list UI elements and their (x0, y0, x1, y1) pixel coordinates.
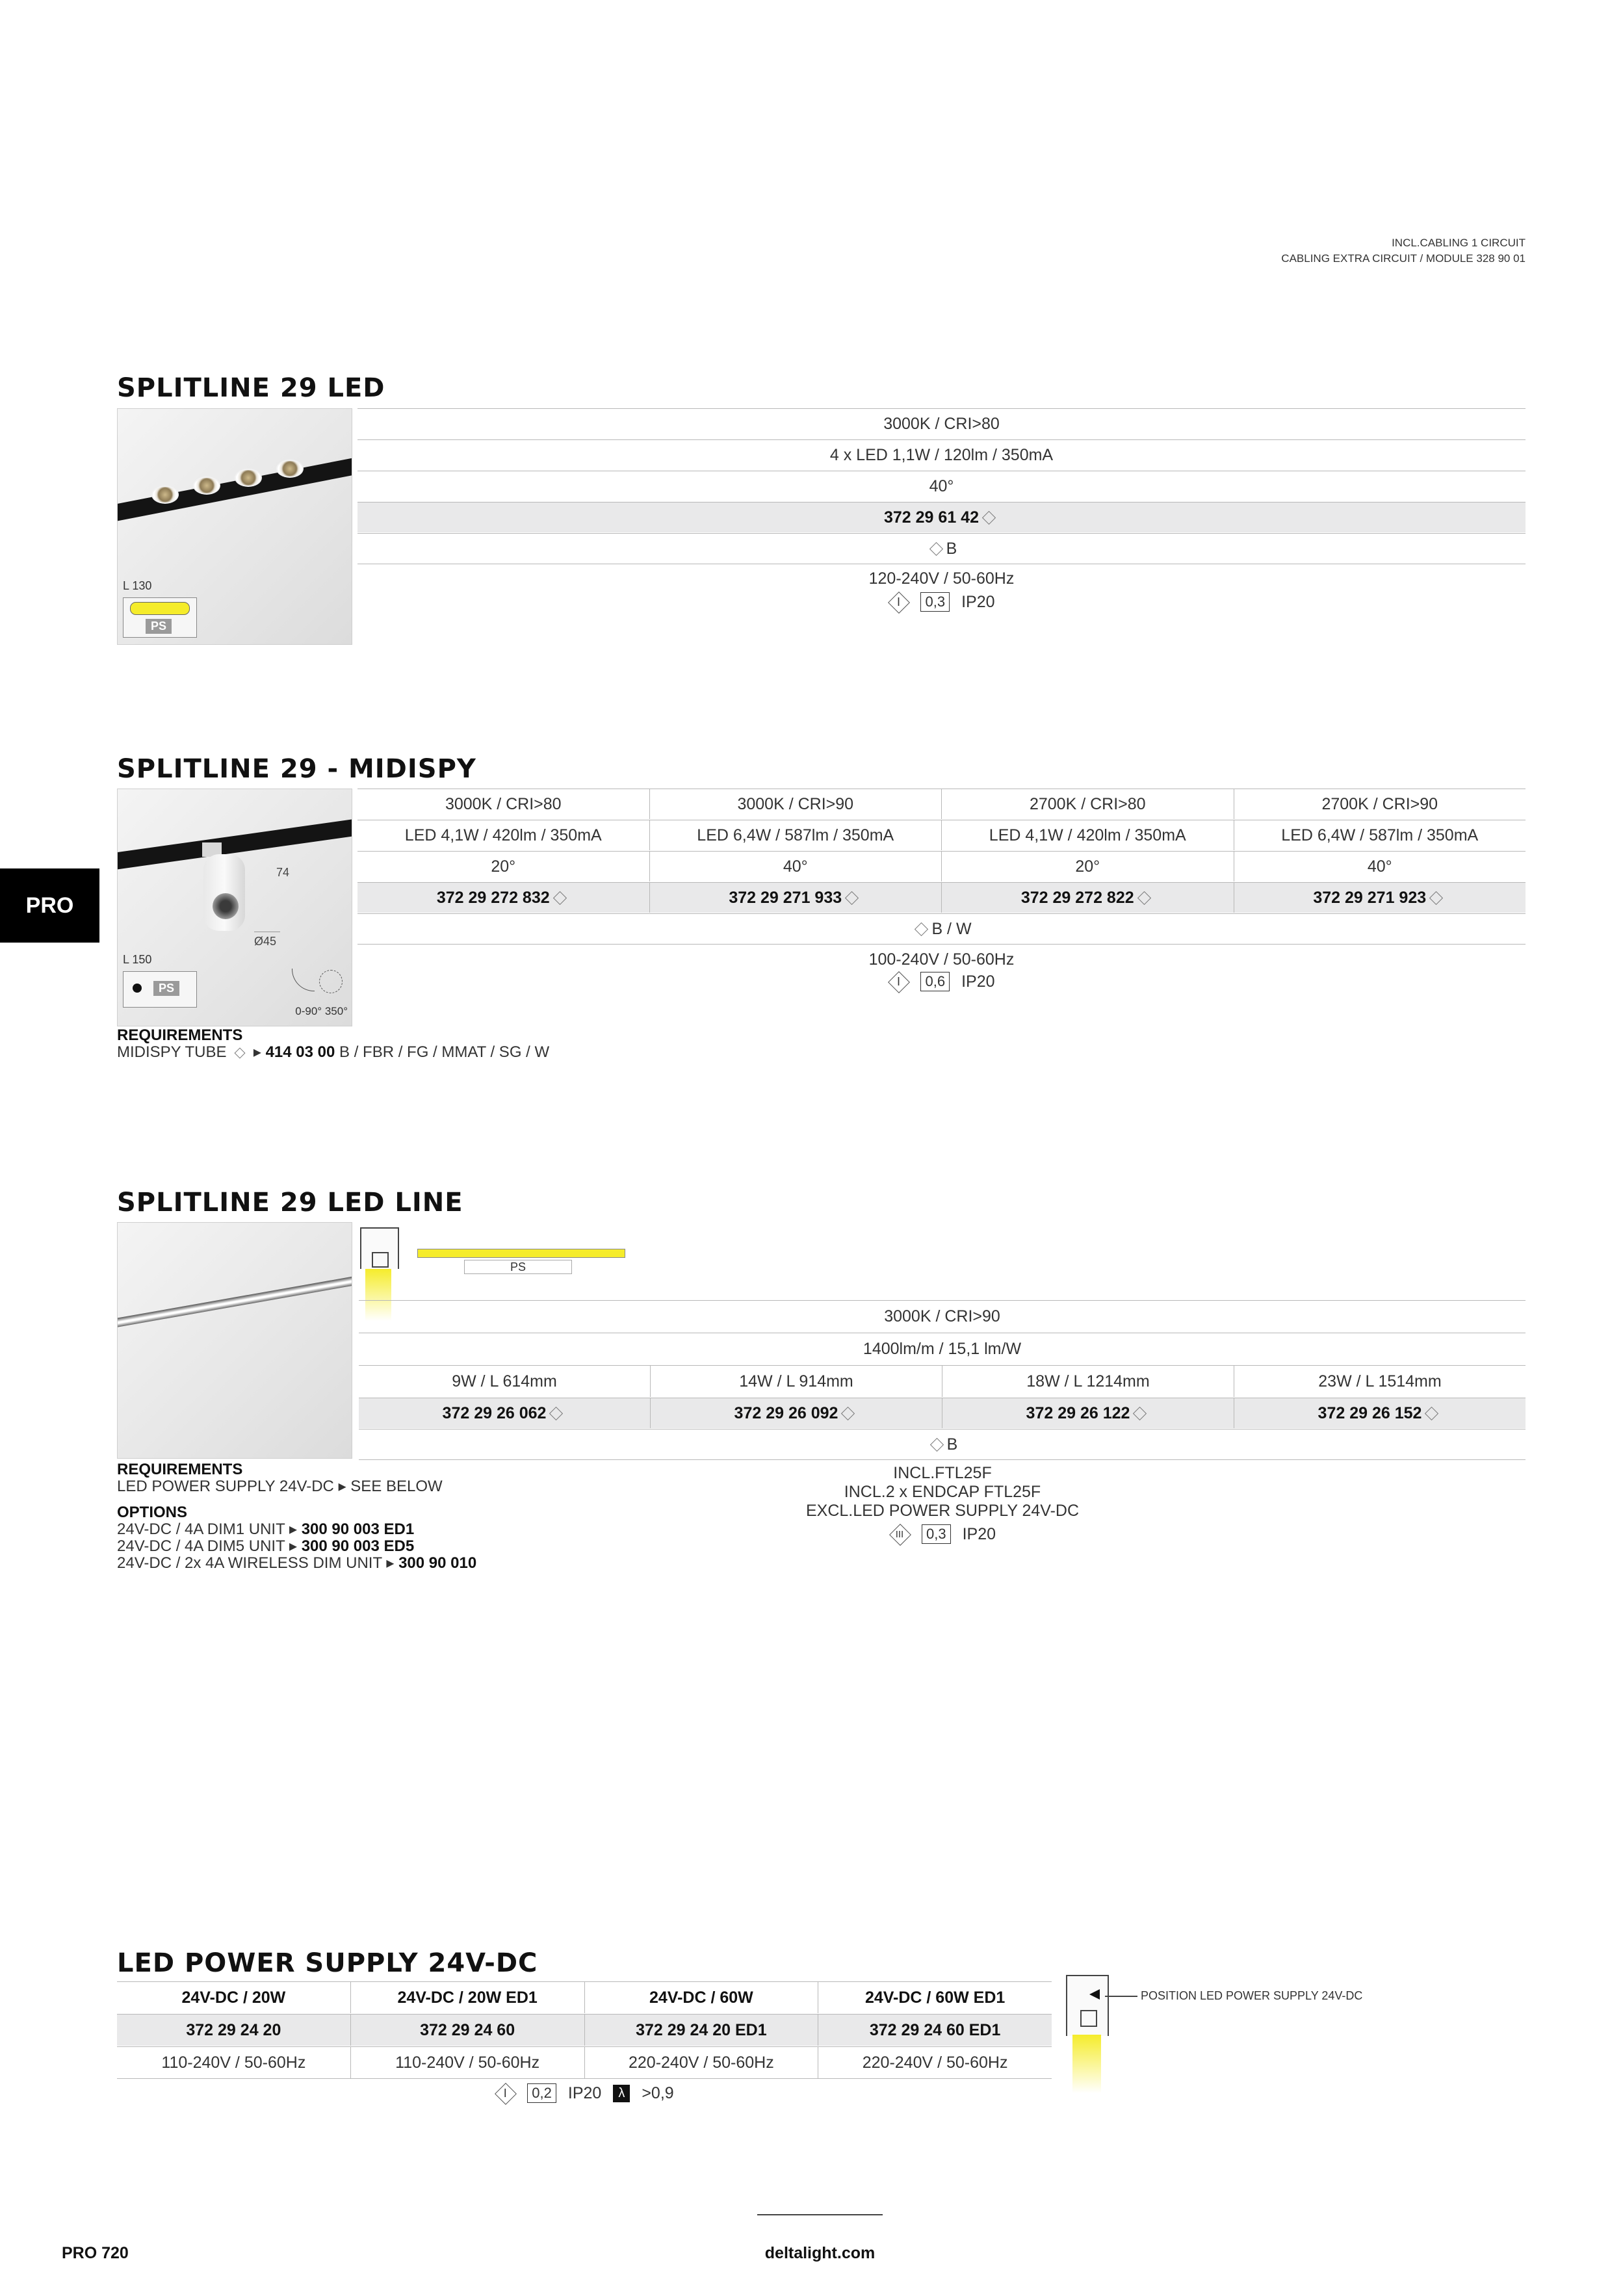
voltage: 100-240V / 50-60Hz (868, 950, 1015, 969)
profile-section-icon (360, 1227, 399, 1269)
protection-class-icon: III (889, 1524, 910, 1545)
protection-class-icon: I (888, 592, 909, 612)
arrow-right-icon: ▸ (289, 1537, 298, 1555)
finish-row (357, 913, 1526, 945)
requirement-item: LED POWER SUPPLY 24V-DC (117, 1478, 334, 1495)
symbol-row (357, 592, 1526, 612)
tilt-icon (292, 969, 315, 991)
ip-rating: IP20 (962, 1524, 996, 1543)
led-lens-icon (235, 469, 262, 487)
article-number[interactable]: 372 29 272 822 (1020, 888, 1134, 907)
article-number-row (357, 502, 1526, 532)
glow-wire-icon: 0,3 (922, 1524, 951, 1544)
ip-rating: IP20 (961, 592, 995, 611)
requirement-item: MIDISPY TUBE (117, 1043, 227, 1061)
section-title-splitline-led: SPLITLINE 29 LED (117, 373, 385, 403)
length-label: L 150 (123, 953, 152, 966)
requirements-led-line (117, 1461, 476, 1572)
section-tab-pro[interactable]: PRO (0, 868, 99, 943)
finish-row (359, 1429, 1526, 1460)
track-graphic (117, 454, 352, 523)
diamond-icon (915, 922, 928, 935)
article-number[interactable]: 372 29 26 092 (734, 1403, 838, 1422)
symbol-row (682, 1524, 1202, 1545)
requirements-title: REQUIREMENTS (117, 1026, 243, 1044)
section-title-power-supply: LED POWER SUPPLY 24V-DC (117, 1948, 538, 1978)
article-number[interactable]: 372 29 26 152 (1318, 1403, 1422, 1422)
finish-row (357, 533, 1526, 564)
cabling-note-line-2: CABLING EXTRA CIRCUIT / MODULE 328 90 01 (1281, 252, 1526, 265)
option-item: 24V-DC / 4A DIM1 UNIT ▸ 300 90 003 ED1 (117, 1520, 415, 1538)
led-lens-icon (276, 460, 304, 478)
dimension-diameter: Ø45 (254, 935, 277, 948)
diamond-icon (549, 1406, 563, 1420)
option-item: 24V-DC / 4A DIM5 UNIT ▸ 300 90 003 ED5 (117, 1537, 415, 1555)
led-strip-diagram (417, 1249, 625, 1258)
spec-row-lumen: 1400lm/m / 15,1 lm/W (359, 1333, 1526, 1364)
symbol-row (117, 2078, 1052, 2109)
arrow-right-icon: ▸ (338, 1478, 346, 1495)
diamond-icon (929, 541, 943, 555)
length-label: L 130 (123, 579, 152, 592)
options-title: OPTIONS (117, 1504, 188, 1521)
glow-wire-icon: 0,3 (920, 592, 950, 612)
rotate-icon (319, 970, 343, 993)
article-number-row (357, 882, 1526, 913)
led-lens-icon (193, 476, 220, 495)
voltage: 120-240V / 50-60Hz (868, 569, 1015, 588)
article-number[interactable]: 372 29 271 923 (1313, 888, 1427, 907)
product-thumbnail-midispy (117, 789, 352, 1026)
led-module-icon (123, 597, 197, 638)
requirement-finishes: B / FBR / FG / MMAT / SG / W (339, 1043, 550, 1061)
requirements-midispy (117, 1027, 549, 1061)
requirement-reference[interactable]: SEE BELOW (350, 1478, 443, 1495)
option-code[interactable]: 300 90 003 ED5 (301, 1537, 415, 1555)
spot-lens-icon (213, 893, 239, 919)
footer-divider (757, 2214, 883, 2215)
article-number[interactable]: 372 29 61 42 (884, 508, 979, 527)
diamond-icon (841, 1406, 855, 1420)
spot-cylinder (203, 854, 245, 931)
position-note: POSITION LED POWER SUPPLY 24V-DC (1141, 1989, 1363, 2002)
requirements-title: REQUIREMENTS (117, 1461, 243, 1478)
article-number[interactable]: 372 29 24 20 ED1 (584, 2015, 818, 2046)
protection-class-icon: I (495, 2083, 515, 2104)
spec-row-beam: 20° 40° 20° 40° (357, 851, 1526, 881)
diamond-icon (553, 891, 567, 904)
diamond-icon (845, 891, 859, 904)
section-title-led-line: SPLITLINE 29 LED LINE (117, 1188, 463, 1218)
diamond-icon (235, 1048, 246, 1059)
finish-value: B / W (931, 919, 972, 938)
led-lens-icon (151, 486, 179, 504)
glow-wire-icon: 0,6 (920, 972, 950, 991)
spec-row-led: LED 4,1W / 420lm / 350mA LED 6,4W / 587lm / 350mA LED 4,1W / 420lm / 350mA LED 6,4W / 587lm / 350mA (357, 820, 1526, 850)
ip-rating: IP20 (961, 972, 995, 991)
spec-row-color: 3000K / CRI>90 (359, 1300, 1526, 1332)
spec-row-led: 4 x LED 1,1W / 120lm / 350mA (357, 439, 1526, 470)
finish-value: B (946, 539, 957, 558)
spec-row-color: 3000K / CRI>80 3000K / CRI>90 2700K / CRI>80 2700K / CRI>90 (357, 789, 1526, 819)
arrow-left-icon (1089, 1989, 1100, 2000)
arrow-right-icon: ▸ (289, 1520, 298, 1538)
symbol-row (357, 971, 1526, 992)
power-supply-diagram: PS (464, 1260, 572, 1274)
article-number[interactable]: 372 29 272 832 (436, 888, 550, 907)
ps-badge: PS (153, 981, 179, 996)
dimension-height: 74 (276, 866, 290, 879)
ps-badge: PS (146, 619, 172, 634)
spot-module-icon (123, 971, 197, 1008)
diamond-icon (1133, 1406, 1147, 1420)
article-number[interactable]: 372 29 24 60 (350, 2015, 584, 2046)
option-item: 24V-DC / 2x 4A WIRELESS DIM UNIT ▸ 300 90 010 (117, 1554, 477, 1572)
cabling-note-line-1: INCL.CABLING 1 CIRCUIT (1392, 237, 1526, 249)
spec-row-beam: 40° (357, 471, 1526, 501)
led-line-graphic (117, 1273, 352, 1329)
article-number[interactable]: 372 29 26 122 (1026, 1403, 1130, 1422)
glow-wire-icon: 0,2 (527, 2083, 556, 2103)
finish-value: B (946, 1435, 958, 1454)
page-number: PRO 720 (62, 2244, 129, 2262)
diamond-icon (982, 510, 996, 524)
power-supply-header-row: 24V-DC / 20W 24V-DC / 20W ED1 24V-DC / 60W 24V-DC / 60W ED1 (117, 1981, 1052, 2013)
article-number-row (359, 1398, 1526, 1428)
arrow-right-icon: ▸ (386, 1554, 395, 1572)
article-number-row (117, 2014, 1052, 2046)
product-thumbnail-led-line (117, 1222, 352, 1459)
inclusions-note: INCL.FTL25F INCL.2 x ENDCAP FTL25F EXCL.LED POWER SUPPLY 24V-DC (805, 1464, 1080, 1520)
power-factor-icon: λ (613, 2085, 630, 2102)
power-factor-value: >0,9 (642, 2083, 674, 2102)
light-beam-icon (1072, 2035, 1101, 2093)
footer-website-link[interactable]: deltalight.com (764, 2244, 876, 2262)
article-number[interactable]: 372 29 271 933 (729, 888, 842, 907)
spec-row-color: 3000K / CRI>80 (357, 408, 1526, 439)
cabling-note (1281, 235, 1526, 267)
diamond-icon (1425, 1406, 1438, 1420)
voltage-row: 110-240V / 50-60Hz 110-240V / 50-60Hz 220-240V / 50-60Hz 220-240V / 50-60Hz (117, 2046, 1052, 2079)
requirement-code[interactable]: 414 03 00 (265, 1043, 335, 1061)
section-title-midispy: SPLITLINE 29 - MIDISPY (117, 754, 476, 784)
power-supply-position-icon (1066, 1975, 1109, 2036)
diamond-icon (1137, 891, 1151, 904)
protection-class-icon: I (888, 971, 909, 992)
option-code[interactable]: 300 90 010 (398, 1554, 477, 1572)
arrow-right-icon: ▸ (253, 1043, 261, 1061)
article-number[interactable]: 372 29 24 60 ED1 (818, 2015, 1052, 2046)
diamond-icon (930, 1437, 944, 1451)
option-code[interactable]: 300 90 003 ED1 (301, 1520, 415, 1538)
rotation-label: 0-90° 350° (295, 1005, 348, 1017)
article-number[interactable]: 372 29 26 062 (442, 1403, 547, 1422)
ip-rating: IP20 (567, 2083, 602, 2102)
spec-row-length: 9W / L 614mm 14W / L 914mm 18W / L 1214mm 23W / L 1514mm (359, 1365, 1526, 1397)
article-number[interactable]: 372 29 24 20 (186, 2020, 281, 2039)
product-thumbnail-splitline-led (117, 408, 352, 645)
diamond-icon (1429, 891, 1443, 904)
